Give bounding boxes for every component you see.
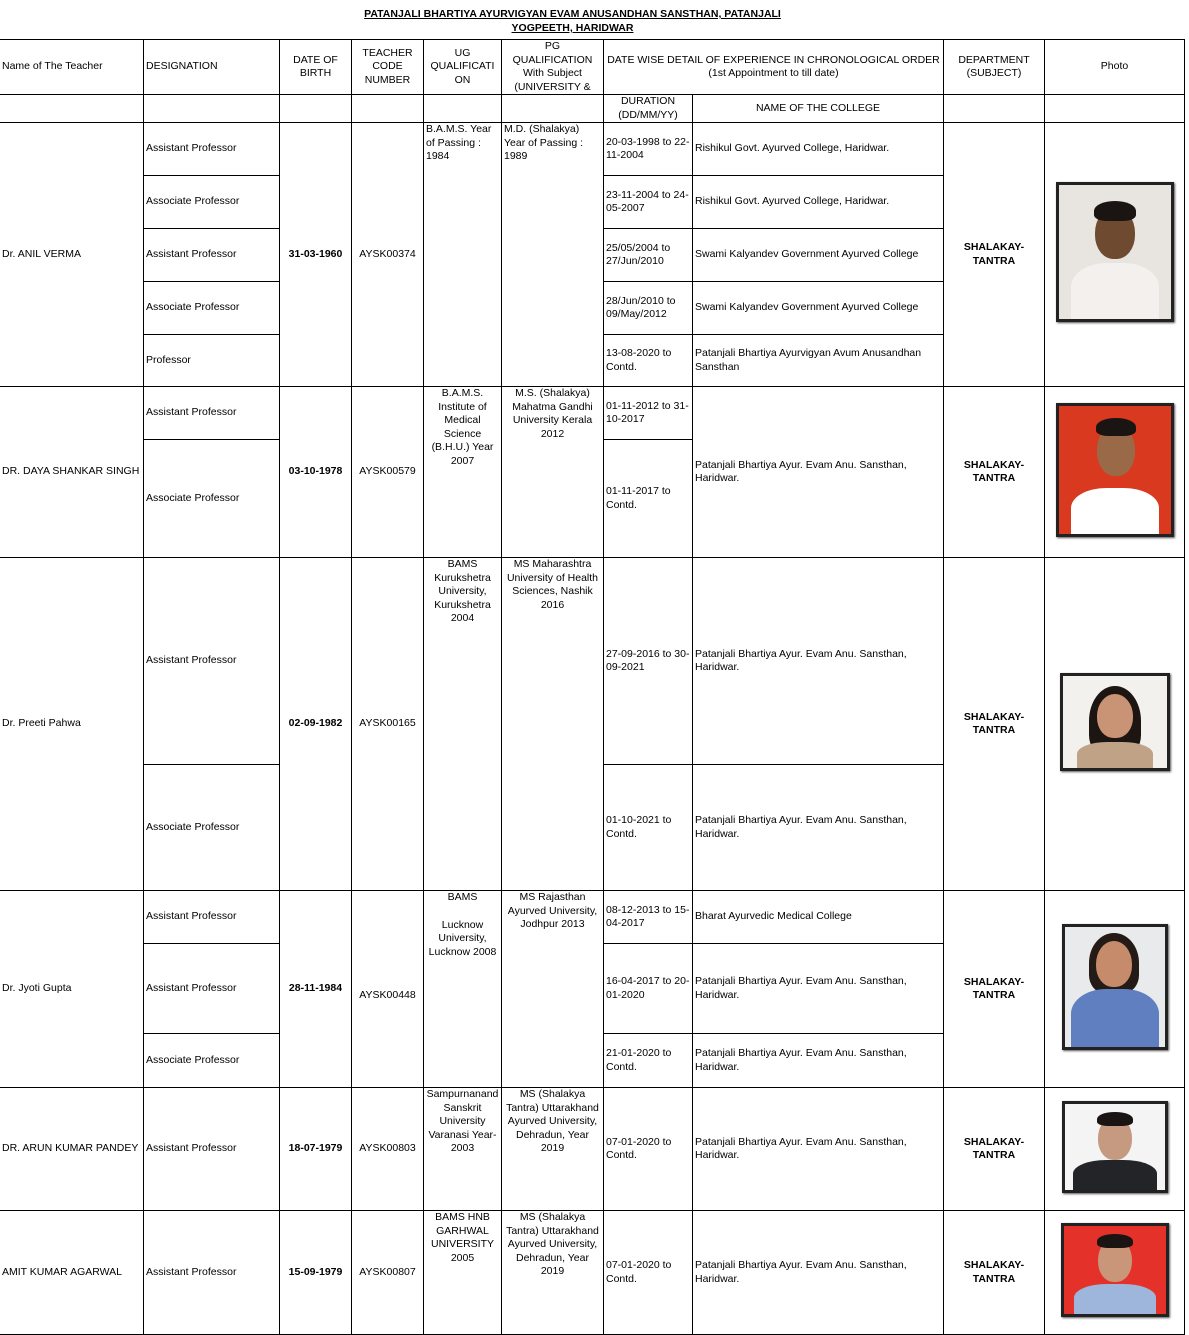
designation: Assistant Professor bbox=[144, 387, 280, 440]
ug-qualification bbox=[424, 891, 502, 1088]
header-experience-sub: (1st Appointment to till date) bbox=[708, 67, 839, 79]
duration: 20-03-1998 to 22-11-2004 bbox=[604, 123, 693, 176]
teacher-name: Dr. Preeti Pahwa bbox=[0, 558, 144, 891]
designation: Assistant Professor bbox=[144, 891, 280, 944]
header-experience-title: DATE WISE DETAIL OF EXPERIENCE IN CHRONOLOGICAL ORDER bbox=[607, 53, 940, 66]
teacher-code: AYSK00448 bbox=[352, 891, 424, 1088]
designation: Assistant Professor bbox=[144, 944, 280, 1034]
teacher-photo bbox=[1060, 673, 1170, 771]
subheader-row bbox=[0, 95, 1185, 123]
duration: 16-04-2017 to 20-01-2020 bbox=[604, 944, 693, 1034]
ug-qualification: Sampurnanand Sanskrit University Varanasi Year-2003 bbox=[424, 1088, 502, 1211]
department: SHALAKAY-TANTRA bbox=[944, 891, 1045, 1088]
college-name: Patanjali Bhartiya Ayurvigyan Avum Anusandhan Sansthan bbox=[693, 335, 944, 387]
teacher-name: DR. DAYA SHANKAR SINGH bbox=[0, 387, 144, 558]
table-row bbox=[0, 1211, 1185, 1335]
header-pg: PG QUALIFICATION With Subject (UNIVERSITY & bbox=[502, 40, 604, 95]
header-photo: Photo bbox=[1045, 40, 1185, 95]
duration: 07-01-2020 to Contd. bbox=[604, 1088, 693, 1211]
duration: 25/05/2004 to 27/Jun/2010 bbox=[604, 229, 693, 282]
teacher-name: Dr. Jyoti Gupta bbox=[0, 891, 144, 1088]
ug-qualification: B.A.M.S. Year of Passing : 1984 bbox=[424, 123, 502, 387]
pg-qualification: M.D. (Shalakya) Year of Passing : 1989 bbox=[502, 123, 604, 387]
department: SHALAKAY-TANTRA bbox=[944, 387, 1045, 558]
header-row bbox=[0, 40, 1185, 95]
duration: 01-11-2012 to 31-10-2017 bbox=[604, 387, 693, 440]
designation: Associate Professor bbox=[144, 1034, 280, 1088]
pg-qualification: MS (Shalakya Tantra) Uttarakhand Ayurved University, Dehradun, Year 2019 bbox=[502, 1211, 604, 1335]
duration: 13-08-2020 to Contd. bbox=[604, 335, 693, 387]
teacher-code: AYSK00374 bbox=[352, 123, 424, 387]
photo-cell bbox=[1045, 123, 1185, 387]
college-name: Patanjali Bhartiya Ayur. Evam Anu. Sansthan, Haridwar. bbox=[693, 1034, 944, 1088]
date-of-birth: 02-09-1982 bbox=[280, 558, 352, 891]
pg-qualification: MS Rajasthan Ayurved University, Jodhpur 2013 bbox=[502, 891, 604, 1088]
duration: 27-09-2016 to 30-09-2021 bbox=[604, 558, 693, 765]
date-of-birth: 31-03-1960 bbox=[280, 123, 352, 387]
duration: 07-01-2020 to Contd. bbox=[604, 1211, 693, 1335]
document-title bbox=[0, 7, 1145, 35]
duration: 08-12-2013 to 15-04-2017 bbox=[604, 891, 693, 944]
header-code: TEACHER CODE NUMBER bbox=[352, 40, 424, 95]
designation: Assistant Professor bbox=[144, 229, 280, 282]
teacher-code: AYSK00579 bbox=[352, 387, 424, 558]
teacher-photo bbox=[1062, 924, 1168, 1050]
college-name: Rishikul Govt. Ayurved College, Haridwar. bbox=[693, 176, 944, 229]
teacher-name: DR. ARUN KUMAR PANDEY bbox=[0, 1088, 144, 1211]
table-row bbox=[0, 123, 1185, 176]
photo-cell bbox=[1045, 387, 1185, 558]
date-of-birth: 15-09-1979 bbox=[280, 1211, 352, 1335]
college-name: Patanjali Bhartiya Ayur. Evam Anu. Sansthan, Haridwar. bbox=[693, 765, 944, 891]
table-row bbox=[0, 387, 1185, 440]
teacher-photo bbox=[1056, 182, 1174, 322]
duration: 01-10-2021 to Contd. bbox=[604, 765, 693, 891]
designation: Assistant Professor bbox=[144, 1088, 280, 1211]
designation: Associate Professor bbox=[144, 282, 280, 335]
college-name: Bharat Ayurvedic Medical College bbox=[693, 891, 944, 944]
header-name: Name of The Teacher bbox=[0, 40, 144, 95]
duration: 23-11-2004 to 24-05-2007 bbox=[604, 176, 693, 229]
college-name: Patanjali Bhartiya Ayur. Evam Anu. Sansthan, Haridwar. bbox=[693, 1088, 944, 1211]
ug-qualification: B.A.M.S. Institute of Medical Science (B.H.U.) Year 2007 bbox=[424, 387, 502, 558]
duration: 21-01-2020 to Contd. bbox=[604, 1034, 693, 1088]
teacher-code: AYSK00807 bbox=[352, 1211, 424, 1335]
department: SHALAKAY-TANTRA bbox=[944, 558, 1045, 891]
college-name: Patanjali Bhartiya Ayur. Evam Anu. Sansthan, Haridwar. bbox=[693, 944, 944, 1034]
designation: Assistant Professor bbox=[144, 558, 280, 765]
photo-cell bbox=[1045, 891, 1185, 1088]
title-line-1: PATANJALI BHARTIYA AYURVIGYAN EVAM ANUSANDHAN SANSTHAN, PATANJALI bbox=[364, 8, 781, 20]
header-department: DEPARTMENT (SUBJECT) bbox=[944, 40, 1045, 95]
pg-qualification: MS (Shalakya Tantra) Uttarakhand Ayurved University, Dehradun, Year 2019 bbox=[502, 1088, 604, 1211]
college-name: Rishikul Govt. Ayurved College, Haridwar. bbox=[693, 123, 944, 176]
designation: Assistant Professor bbox=[144, 1211, 280, 1335]
date-of-birth: 03-10-1978 bbox=[280, 387, 352, 558]
teachers-table bbox=[0, 39, 1185, 1335]
teacher-code: AYSK00803 bbox=[352, 1088, 424, 1211]
date-of-birth: 18-07-1979 bbox=[280, 1088, 352, 1211]
teacher-photo bbox=[1062, 1101, 1168, 1193]
header-designation: DESIGNATION bbox=[144, 40, 280, 95]
photo-cell bbox=[1045, 1211, 1185, 1335]
duration: 28/Jun/2010 to 09/May/2012 bbox=[604, 282, 693, 335]
header-experience bbox=[604, 40, 944, 95]
ug-university: Lucknow University, Lucknow 2008 bbox=[428, 918, 497, 958]
teacher-name: AMIT KUMAR AGARWAL bbox=[0, 1211, 144, 1335]
photo-cell bbox=[1045, 558, 1185, 891]
college-name: Patanjali Bhartiya Ayur. Evam Anu. Sansthan, Haridwar. bbox=[693, 387, 944, 558]
title-line-2: YOGPEETH, HARIDWAR bbox=[511, 22, 634, 34]
photo-cell bbox=[1045, 1088, 1185, 1211]
teacher-name: Dr. ANIL VERMA bbox=[0, 123, 144, 387]
ug-degree: BAMS bbox=[447, 891, 478, 903]
college-name: Patanjali Bhartiya Ayur. Evam Anu. Sansthan, Haridwar. bbox=[693, 1211, 944, 1335]
teacher-photo bbox=[1056, 403, 1174, 537]
table-row bbox=[0, 1088, 1185, 1211]
pg-qualification: M.S. (Shalakya) Mahatma Gandhi University Kerala 2012 bbox=[502, 387, 604, 558]
designation: Assistant Professor bbox=[144, 123, 280, 176]
department: SHALAKAY-TANTRA bbox=[944, 1211, 1045, 1335]
table-row bbox=[0, 891, 1185, 944]
pg-qualification: MS Maharashtra University of Health Sciences, Nashik 2016 bbox=[502, 558, 604, 891]
ug-qualification: BAMS HNB GARHWAL UNIVERSITY 2005 bbox=[424, 1211, 502, 1335]
header-ug: UG QUALIFICATI ON bbox=[424, 40, 502, 95]
department: SHALAKAY-TANTRA bbox=[944, 1088, 1045, 1211]
teacher-photo bbox=[1061, 1223, 1169, 1317]
table-row bbox=[0, 558, 1185, 765]
college-name: Patanjali Bhartiya Ayur. Evam Anu. Sansthan, Haridwar. bbox=[693, 558, 944, 765]
designation: Associate Professor bbox=[144, 765, 280, 891]
designation: Professor bbox=[144, 335, 280, 387]
designation: Associate Professor bbox=[144, 176, 280, 229]
college-name: Swami Kalyandev Government Ayurved College bbox=[693, 229, 944, 282]
designation: Associate Professor bbox=[144, 440, 280, 558]
date-of-birth: 28-11-1984 bbox=[280, 891, 352, 1088]
header-duration: DURATION (DD/MM/YY) bbox=[604, 95, 693, 123]
header-college: NAME OF THE COLLEGE bbox=[693, 95, 944, 123]
department: SHALAKAY-TANTRA bbox=[944, 123, 1045, 387]
college-name: Swami Kalyandev Government Ayurved College bbox=[693, 282, 944, 335]
ug-qualification: BAMS Kurukshetra University, Kurukshetra 2004 bbox=[424, 558, 502, 891]
header-dob: DATE OF BIRTH bbox=[280, 40, 352, 95]
duration: 01-11-2017 to Contd. bbox=[604, 440, 693, 558]
teacher-code: AYSK00165 bbox=[352, 558, 424, 891]
